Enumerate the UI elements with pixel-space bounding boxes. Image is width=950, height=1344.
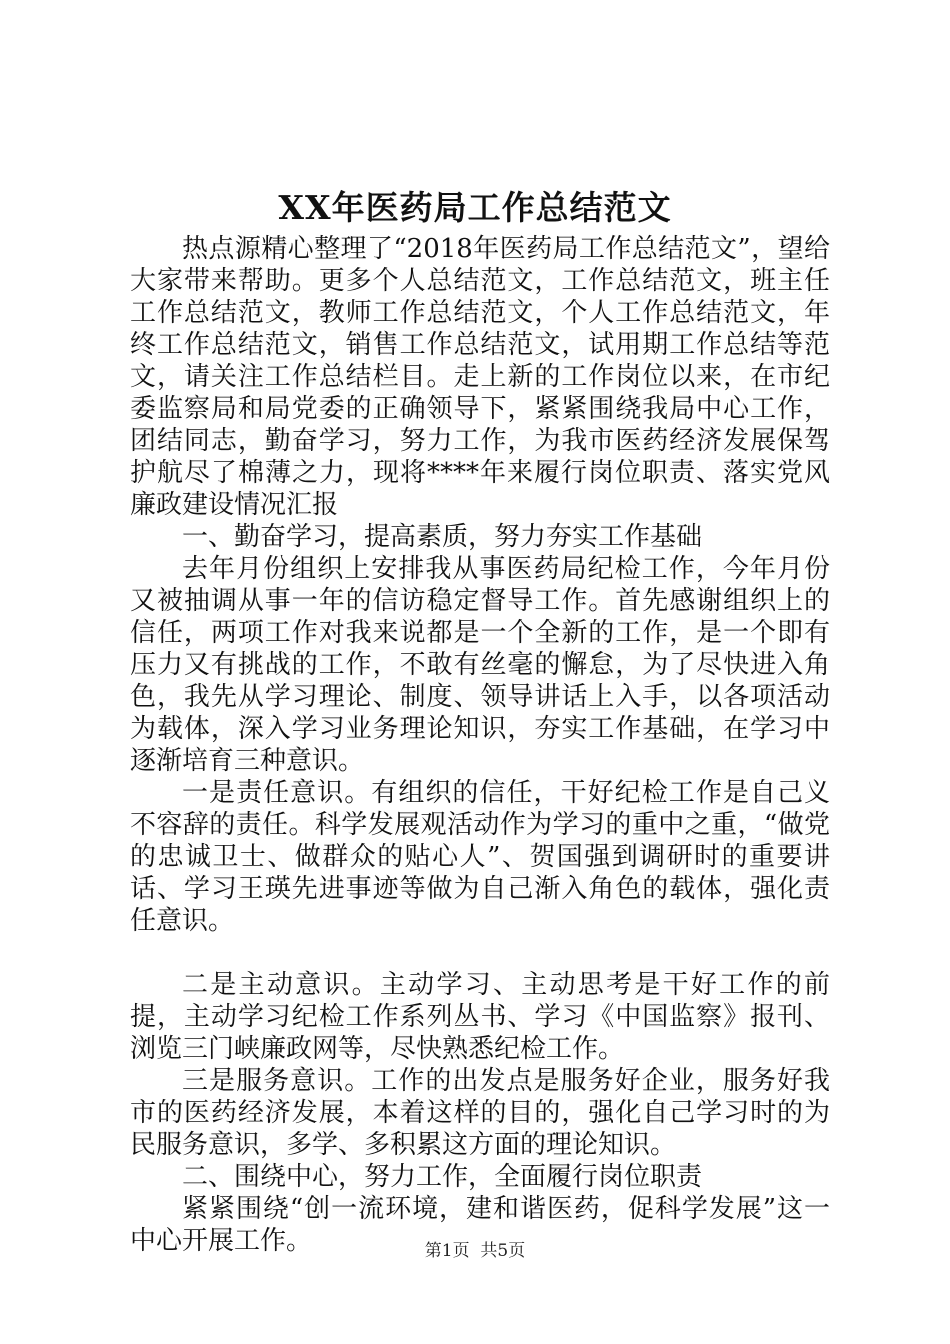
paragraph-center-work: 紧紧围绕“创一流环境，建和谐医药，促科学发展”这一中心开展工作。 <box>130 1194 830 1256</box>
page-total: 共5页 <box>480 1241 526 1261</box>
paragraph-intro: 热点源精心整理了“2018年医药局工作总结范文”，望给大家带来帮助。更多个人总结范文，工作总结范文，班主任工作总结范文，教师工作总结范文，个人工作总结范文，年终工作总结范文，销售工作总结范文，试用期工作总结等范文，请关注工作总结栏目。走上新的工作岗位以来，在市纪委监察局和局党委的正确领导下，紧紧围绕我局中心工作，团结同志，勤奋学习，努力工作，为我市医药经济发展保驾护航尽了棉薄之力，现将****年来履行岗位职责、落实党风廉政建设情况汇报 <box>130 234 830 520</box>
page-number: 第1页 <box>424 1241 470 1261</box>
document-body <box>130 233 830 1257</box>
paragraph-responsibility: 一是责任意识。有组织的信任，干好纪检工作是自己义不容辞的责任。科学发展观活动作为学习的重中之重，“做党的忠诚卫士、做群众的贴心人”、贺国强到调研时的重要讲话、学习王瑛先进事迹等做为自己渐入角色的载体，强化责任意识。 <box>130 778 830 936</box>
paragraph-study: 去年月份组织上安排我从事医药局纪检工作，今年月份又被抽调从事一年的信访稳定督导工作。首先感谢组织上的信任，两项工作对我来说都是一个全新的工作，是一个即有压力又有挑战的工作，不敢有丝毫的懈怠，为了尽快进入角色，我先从学习理论、制度、领导讲话上入手，以各项活动为载体，深入学习业务理论知识，夯实工作基础，在学习中逐渐培育三种意识。 <box>130 554 830 776</box>
footer-spacer <box>470 1241 481 1261</box>
document-title: XX年医药局工作总结范文 <box>278 188 672 227</box>
section-heading-1: 一、勤奋学习，提高素质，努力夯实工作基础 <box>182 522 703 552</box>
section-heading-2: 二、围绕中心，努力工作，全面履行岗位职责 <box>182 1162 703 1192</box>
paragraph-initiative: 二是主动意识。主动学习、主动思考是干好工作的前提，主动学习纪检工作系列丛书、学习《中国监察》报刊、浏览三门峡廉政网等，尽快熟悉纪检工作。 <box>130 970 830 1064</box>
page-footer <box>0 1238 950 1264</box>
paragraph-service: 三是服务意识。工作的出发点是服务好企业，服务好我市的医药经济发展，本着这样的目的，强化自己学习时的为民服务意识，多学、多积累这方面的理论知识。 <box>130 1066 830 1160</box>
